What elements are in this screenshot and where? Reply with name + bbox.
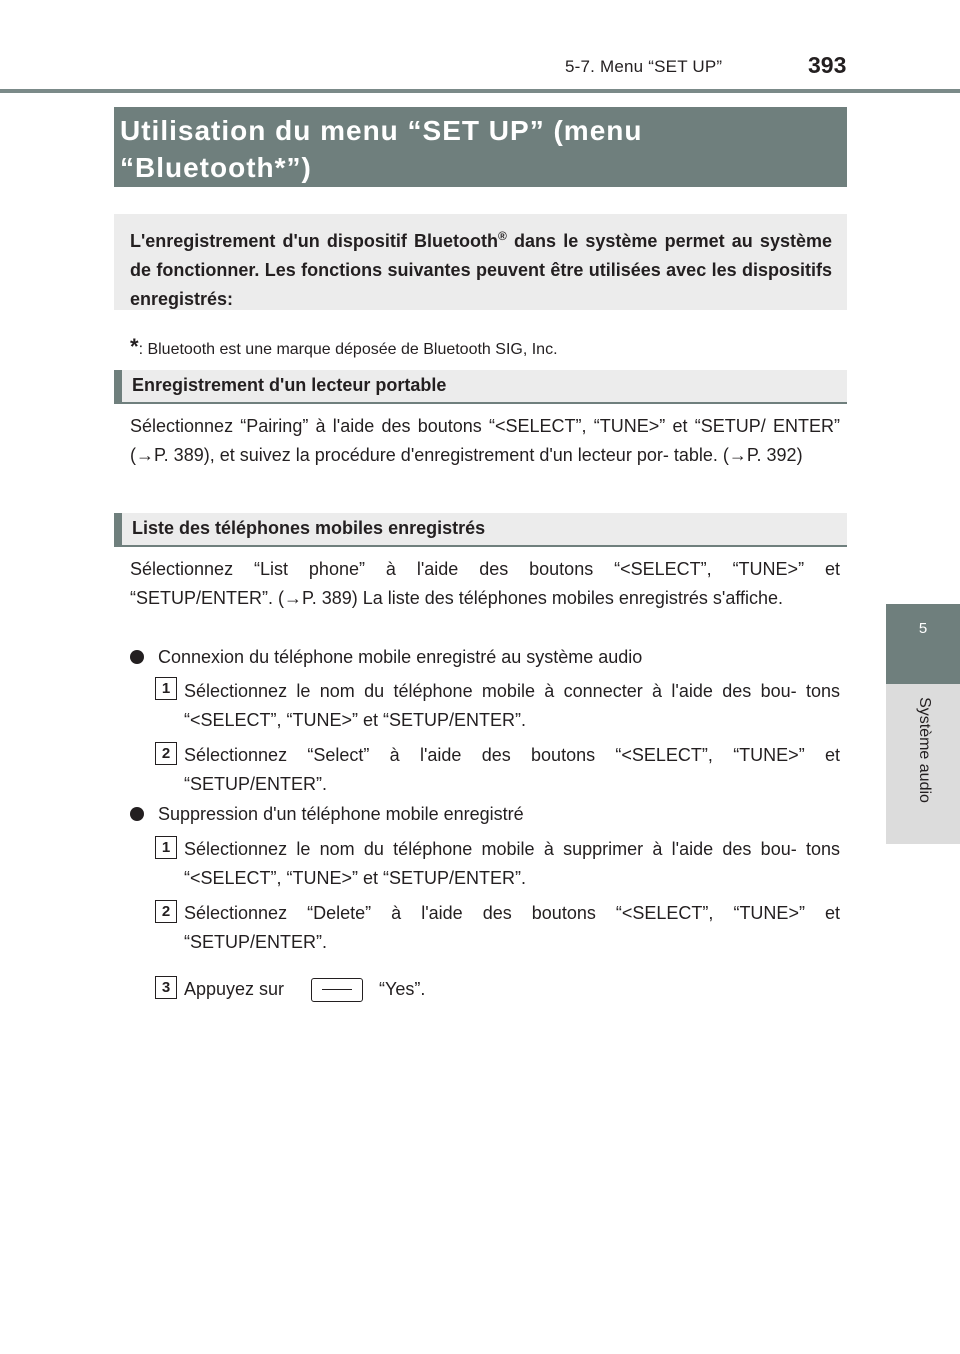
bullet-label: Connexion du téléphone mobile enregistré au système audio [158,647,643,667]
section-1-paragraph: Sélectionnez “Pairing” à l'aide des boutons “<SELECT”, “TUNE>” et “SETUP/ ENTER” (→P. 389), et suivez la procédure d'enregistrement d'un lecteur por- table. (→P. 392) [130,416,840,465]
bullet-label: Suppression d'un téléphone mobile enregistré [158,804,524,824]
bullet-delete [130,800,524,828]
step-text: Sélectionnez “Delete” à l'aide des boutons “<SELECT”, “TUNE>” et “SETUP/ENTER”. [184,903,840,952]
step-text-press: Appuyez sur [184,979,285,999]
page-title-line-2: “Bluetooth*”) [120,152,312,183]
page-title [120,112,840,186]
footnote-text: : Bluetooth est une marque déposée de Bluetooth SIG, Inc. [138,341,558,358]
step-number-box: 1 [155,677,177,700]
bullet-dot-icon [130,807,144,821]
footnote [130,334,558,360]
section-heading-registered-phones [114,513,847,547]
bullet-dot-icon [130,650,144,664]
step-number-box: 2 [155,900,177,923]
step-number-box: 1 [155,836,177,859]
chapter-tab-label: Système audio [916,697,933,803]
chapter-tab-number: 5 [918,620,928,637]
step-text: Sélectionnez le nom du téléphone mobile à supprimer à l'aide des bou- tons “<SELECT”, “TUNE>” et “SETUP/ENTER”. [184,839,840,888]
registered-mark: ® [498,229,507,243]
page-number: 393 [808,52,847,78]
intro-text-part-1: L'enregistrement d'un dispositif Bluetooth [130,231,499,251]
step-text: Sélectionnez le nom du téléphone mobile à connecter à l'aide des bou- tons “<SELECT”, “TUNE>” et “SETUP/ENTER”. [184,681,840,730]
section-heading-portable-player [114,370,847,404]
section-heading-text: Enregistrement d'un lecteur portable [132,375,447,395]
step-text-yes: “Yes”. [379,979,426,999]
running-header-section: 5-7. Menu “SET UP” [565,57,723,76]
step-number-box: 2 [155,742,177,765]
page-title-line-1: Utilisation du menu “SET UP” (menu [120,115,643,146]
step-number-box: 3 [155,976,177,999]
chapter-tab [886,604,960,684]
section-2-paragraph: Sélectionnez “List phone” à l'aide des boutons “<SELECT”, “TUNE>” et “SETUP/ENTER”. (→P. 389) La liste des téléphones mobiles enregistrés s'affiche. [130,559,840,608]
intro-text [130,222,832,314]
section-heading-text: Liste des téléphones mobiles enregistrés [132,518,486,538]
intro-text-part-2: dans le système permet au système de fonctionner. Les fonctions suivantes peuvent être utilisées avec les dispositifs enregistrés: [130,231,832,309]
enter-key-icon [311,978,363,1002]
header-rule [0,89,960,93]
step-text: Sélectionnez “Select” à l'aide des boutons “<SELECT”, “TUNE>” et “SETUP/ENTER”. [184,745,840,794]
footnote-star: * [130,334,139,359]
bullet-connect [130,643,642,671]
